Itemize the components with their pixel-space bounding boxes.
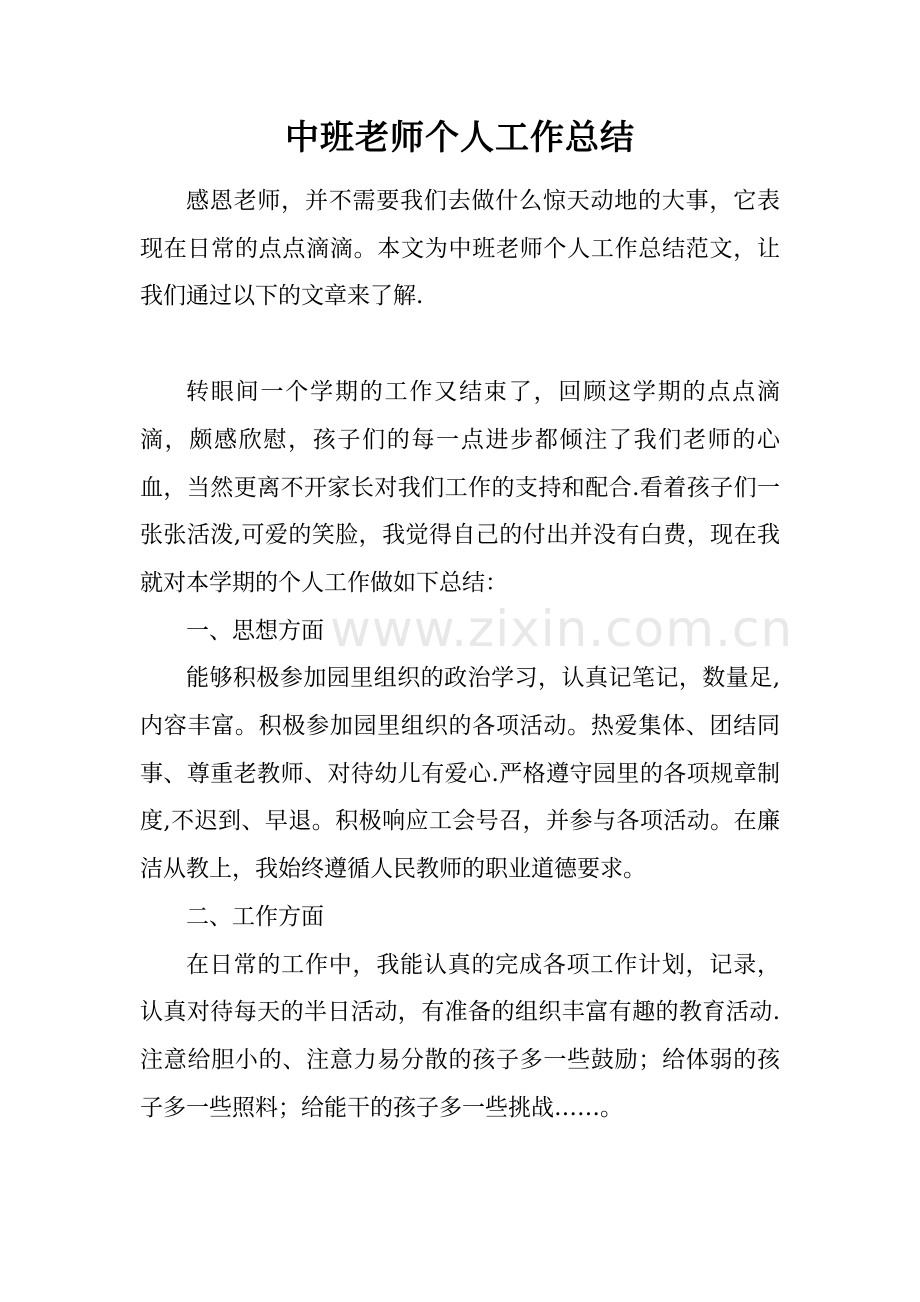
section-heading: 二、工作方面 [186, 903, 324, 930]
body-paragraph: 转眼间一个学期的工作又结束了，回顾这学期的点点滴滴，颇感欣慰，孩子们的每一点进步都倾注了我们老师的心血，当然更离不开家长对我们工作的支持和配合.看着孩子们一张张活泼,可爱的笑脸，我觉得自己的付出并没有白费，现在我就对本学期的个人工作做如下总结： [140, 379, 780, 596]
body-paragraph: 能够积极参加园里组织的政治学习，认真记笔记，数量足,内容丰富。积极参加园里组织的各项活动。热爱集体、团结同事、尊重老教师、对待幼儿有爱心.严格遵守园里的各项规章制度,不迟到、早退。积极响应工会号召，并参与各项活动。在廉洁从教上，我始终遵循人民教师的职业道德要求。 [140, 665, 780, 883]
intro-paragraph: 感恩老师，并不需要我们去做什么惊天动地的大事，它表现在日常的点点滴滴。本文为中班老师个人工作总结范文，让我们通过以下的文章来了解. [140, 188, 780, 310]
document-body [140, 178, 780, 1132]
body-paragraph: 在日常的工作中，我能认真的完成各项工作计划，记录，认真对待每天的半日活动，有准备的组织丰富有趣的教育活动.注意给胆小的、注意力易分散的孩子多一些鼓励；给体弱的孩子多一些照料；给能干的孩子多一些挑战……。 [140, 951, 780, 1121]
document-title: 中班老师个人工作总结 [285, 118, 635, 158]
watermark: www.zixin.com.cn [330, 600, 794, 658]
section-heading: 一、思想方面 [186, 617, 324, 644]
